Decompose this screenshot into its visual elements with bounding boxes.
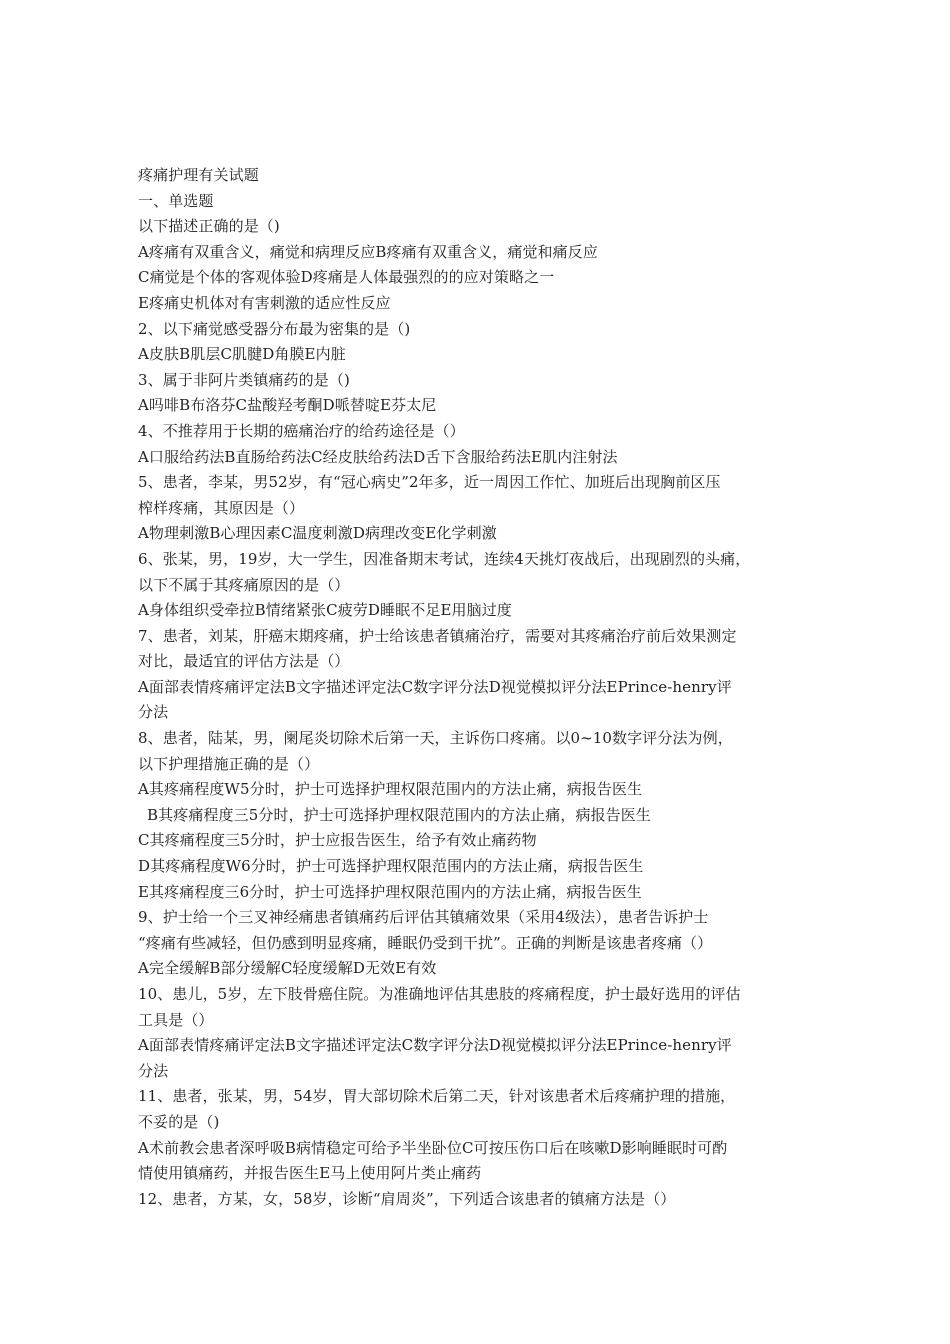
question-1-options-line: E疼痛史机体对有害刺激的适应性反应 xyxy=(138,293,391,312)
question-12-stem: 12、患者，方某，女，58岁，诊断“肩周炎”，下列适合该患者的镇痛方法是（） xyxy=(138,1189,676,1208)
question-11-options-cont: 情使用镇痛药，并报告医生E马上使用阿片类止痛药 xyxy=(138,1164,482,1183)
document-page xyxy=(138,163,828,1212)
question-8-option-a: A其疼痛程度W5分时，护士可选择护理权限范围内的方法止痛，病报告医生 xyxy=(138,780,643,799)
question-8-stem: 8、患者，陆某，男，阑尾炎切除术后第一天，主诉伤口疼痛。以0~10数字评分法为例， xyxy=(138,729,733,748)
question-5-stem: 5、患者，李某，男52岁，有“冠心病史”2年多，近一周因工作忙、加班后出现胸前区压 xyxy=(138,473,721,492)
document-title: 疼痛护理有关试题 xyxy=(138,166,259,184)
question-3-stem: 3、属于非阿片类镇痛药的是（) xyxy=(138,370,350,389)
question-8-option-d: D其疼痛程度W6分时，护士可选择护理权限范围内的方法止痛，病报告医生 xyxy=(138,857,644,876)
question-6-stem-cont: 以下不属于其疼痛原因的是（） xyxy=(138,575,350,594)
question-4-stem: 4、不推荐用于长期的癌痛治疗的给药途径是（） xyxy=(138,421,465,440)
question-8-stem-cont: 以下护理措施正确的是（） xyxy=(138,754,320,773)
question-1-options-line: C痛觉是个体的客观体验D疼痛是人体最强烈的的应对策略之一 xyxy=(138,268,555,287)
question-5-stem-cont: 榨样疼痛，其原因是（） xyxy=(138,498,305,517)
question-9-stem: 9、护士给一个三叉神经痛患者镇痛药后评估其镇痛效果（采用4级法），患者告诉护士 xyxy=(138,908,709,927)
question-8-option-e: E其疼痛程度三6分时，护士可选择护理权限范围内的方法止痛，病报告医生 xyxy=(138,882,642,901)
question-8-option-b: B其疼痛程度三5分时，护士可选择护理权限范围内的方法止痛，病报告医生 xyxy=(147,805,651,824)
question-3-options: A吗啡B布洛芬C盐酸羟考酮D哌替啶E芬太尼 xyxy=(138,396,437,415)
question-11-stem: 11、患者，张某，男，54岁，胃大部切除术后第二天，针对该患者术后疼痛护理的措施， xyxy=(138,1087,736,1106)
question-7-options-cont: 分法 xyxy=(138,703,169,722)
question-6-stem: 6、张某，男，19岁，大一学生，因准备期末考试，连续4天挑灯夜战后，出现剧烈的头痛， xyxy=(138,549,751,568)
question-2-options: A皮肤B肌层C肌腱D角膜E内脏 xyxy=(138,345,346,364)
question-10-stem: 10、患儿，5岁，左下肢骨癌住院。为准确地评估其患肢的疼痛程度，护士最好选用的评估 xyxy=(138,985,741,1003)
question-10-stem-cont: 工具是（） xyxy=(138,1010,214,1029)
question-11-options: A术前教会患者深呼吸B病情稳定可给予半坐卧位C可按压伤口后在咳嗽D影响睡眠时可酌 xyxy=(138,1138,728,1157)
question-9-options: A完全缓解B部分缓解C轻度缓解D无效E有效 xyxy=(138,959,437,978)
question-7-options: A面部表情疼痛评定法B文字描述评定法C数字评分法D视觉模拟评分法EPrince-henry评 xyxy=(138,677,732,696)
question-7-stem-cont: 对比，最适宜的评估方法是（） xyxy=(138,652,350,671)
section-heading: 一、单选题 xyxy=(138,191,214,210)
question-6-options: A身体组织受牵拉B情绪紧张C疲劳D睡眠不足E用脑过度 xyxy=(138,601,512,620)
question-10-options-cont: 分法 xyxy=(138,1061,169,1080)
question-8-option-c: C其疼痛程度三5分时，护士应报告医生，给予有效止痛药物 xyxy=(138,831,537,850)
question-7-stem: 7、患者，刘某，肝癌末期疼痛，护士给该患者镇痛治疗，需要对其疼痛治疗前后效果测定 xyxy=(138,626,737,645)
question-1-options-line: A疼痛有双重含义，痛觉和病理反应B疼痛有双重含义，痛觉和痛反应 xyxy=(138,242,598,261)
question-9-stem-cont: “疼痛有些减轻，但仍感到明显疼痛，睡眠仍受到干扰”。正确的判断是该患者疼痛（） xyxy=(138,933,713,952)
question-11-stem-cont: 不妥的是（) xyxy=(138,1112,220,1131)
question-2-stem: 2、以下痛觉感受器分布最为密集的是（) xyxy=(138,319,411,338)
question-1-stem: 以下描述正确的是（) xyxy=(138,217,280,236)
question-10-options: A面部表情疼痛评定法B文字描述评定法C数字评分法D视觉模拟评分法EPrince-henry评 xyxy=(138,1036,732,1055)
question-4-options: A口服给药法B直肠给药法C经皮肤给药法D舌下含服给药法E肌内注射法 xyxy=(138,447,618,466)
question-5-options: A物理刺激B心理因素C温度刺激D病理改变E化学刺激 xyxy=(138,524,497,543)
